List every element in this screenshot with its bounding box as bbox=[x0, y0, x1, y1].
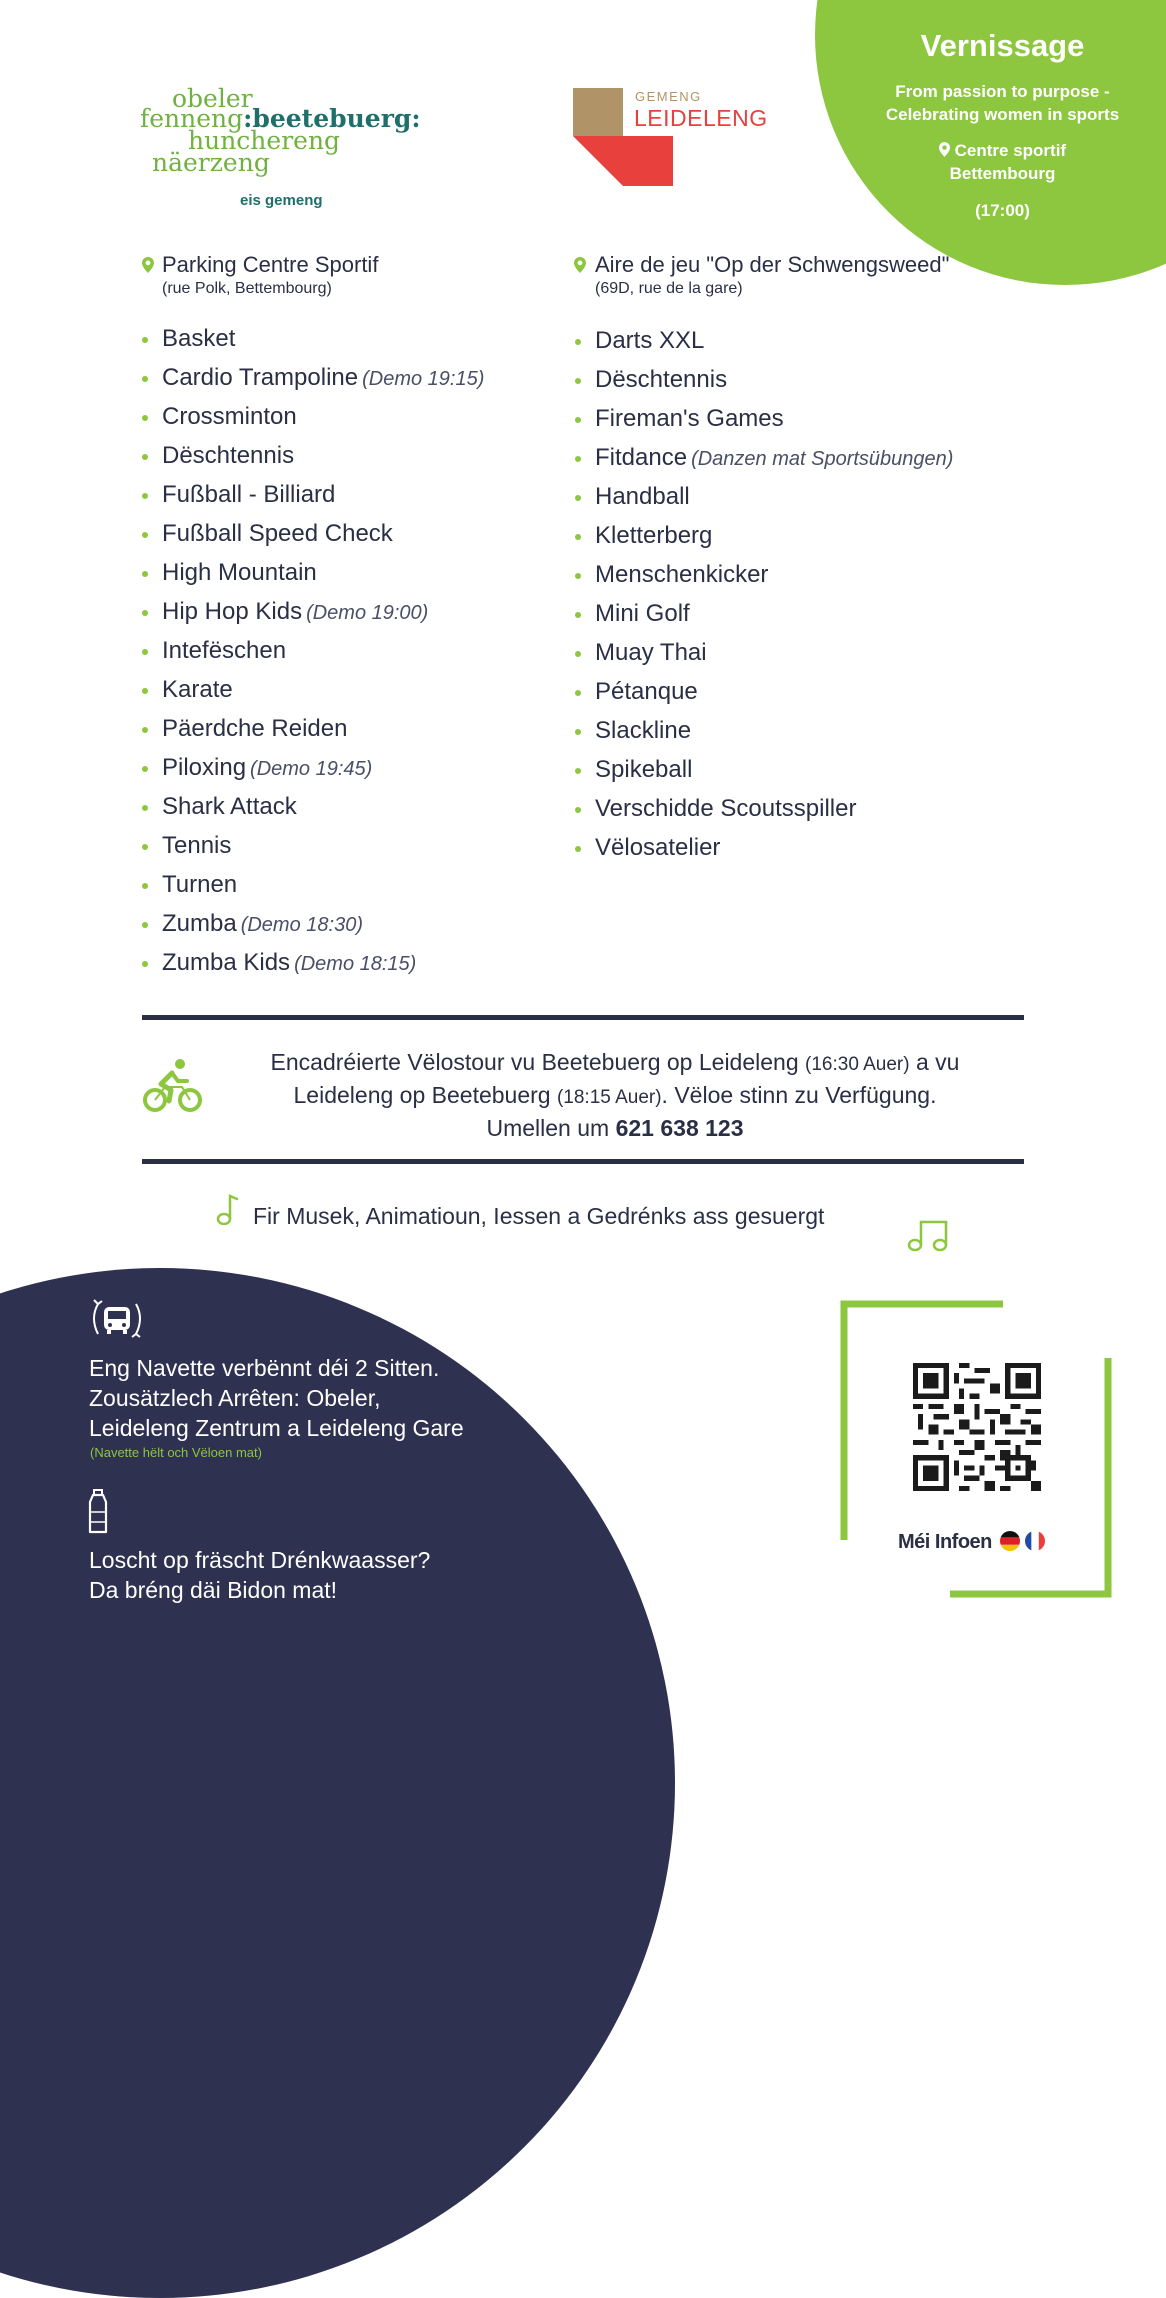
list-item bbox=[142, 402, 484, 441]
list-item bbox=[142, 675, 484, 714]
activity-name: Turnen bbox=[162, 871, 238, 898]
logo-text: näerzeng bbox=[152, 148, 270, 177]
velo-text: . Vëloe stinn zu Verfügung. bbox=[661, 1082, 937, 1108]
water-line: Da bréng däi Bidon mat! bbox=[89, 1577, 338, 1603]
activity-name: Intefëschen bbox=[162, 637, 287, 664]
navette-line: Zousätzlech Arrêten: Obeler, bbox=[89, 1385, 381, 1411]
activity-name: Fußball - Billiard bbox=[162, 481, 336, 508]
list-item bbox=[575, 326, 953, 365]
activity-name: Kletterberg bbox=[595, 522, 713, 549]
activity-name: Basket bbox=[162, 325, 236, 352]
list-item bbox=[575, 482, 953, 521]
activity-name: Zumba Kids bbox=[162, 949, 291, 976]
logo-text: obeler bbox=[172, 84, 253, 113]
right-location-name: Aire de jeu "Op der Schwengsweed" bbox=[595, 252, 950, 277]
activity-name: Dëschtennis bbox=[162, 442, 295, 469]
activity-name: Spikeball bbox=[595, 756, 693, 783]
activity-name: Tennis bbox=[162, 832, 232, 859]
divider bbox=[142, 1015, 1024, 1020]
list-item bbox=[142, 831, 484, 870]
bettembourg-logo bbox=[140, 84, 421, 216]
list-item bbox=[142, 753, 484, 792]
velo-text: Encadréierte Vëlostour vu Beetebuerg op Leideleng bbox=[270, 1049, 799, 1075]
navette-note: (Navette hëlt och Vëloen mat) bbox=[90, 1445, 262, 1460]
velo-text: Umellen um bbox=[486, 1115, 610, 1141]
velo-time: (16:30 Auer) bbox=[805, 1054, 910, 1075]
activity-note: (Demo 18:15) bbox=[294, 953, 417, 975]
vernissage-location-line: Centre sportif bbox=[954, 141, 1067, 160]
list-item bbox=[142, 480, 484, 519]
activity-name: Hip Hop Kids bbox=[162, 598, 303, 625]
activity-note: (Demo 19:45) bbox=[250, 758, 373, 780]
list-item bbox=[575, 404, 953, 443]
right-location-header bbox=[595, 252, 949, 298]
logo-text-part: :beetebuerg: bbox=[243, 104, 421, 133]
activity-name: Dëschtennis bbox=[595, 366, 728, 393]
list-item bbox=[142, 870, 484, 909]
list-item bbox=[142, 636, 484, 675]
activity-name: Fußball Speed Check bbox=[162, 520, 393, 547]
activity-name: Handball bbox=[595, 483, 690, 510]
french-flag-icon[interactable] bbox=[1024, 1530, 1046, 1552]
more-info-link[interactable] bbox=[898, 1530, 1046, 1554]
vernissage-box bbox=[860, 28, 1145, 221]
activity-name: Darts XXL bbox=[595, 327, 705, 354]
logo-text-small: GEMENG bbox=[635, 89, 702, 104]
vernissage-subtitle-line: From passion to purpose - bbox=[895, 82, 1110, 101]
list-item bbox=[142, 558, 484, 597]
more-info-label: Méi Infoen bbox=[898, 1531, 992, 1553]
activity-name: Shark Attack bbox=[162, 793, 297, 820]
left-location-address: (rue Polk, Bettembourg) bbox=[162, 280, 332, 297]
navette-text bbox=[89, 1353, 464, 1443]
list-item bbox=[575, 560, 953, 599]
water-text bbox=[89, 1545, 430, 1605]
left-location-name: Parking Centre Sportif bbox=[162, 252, 379, 277]
list-item bbox=[575, 443, 953, 482]
right-location-address: (69D, rue de la gare) bbox=[595, 280, 743, 297]
activity-name: Cardio Trampoline bbox=[162, 364, 359, 391]
activity-note: (Danzen mat Sportsübungen) bbox=[691, 448, 954, 470]
activity-name: Mini Golf bbox=[595, 600, 690, 627]
activity-name: Menschenkicker bbox=[595, 561, 769, 588]
logo-text: hunchereng bbox=[188, 126, 341, 155]
activity-name: Fireman's Games bbox=[595, 405, 784, 432]
activity-name: Crossminton bbox=[162, 403, 297, 430]
velo-text: a vu bbox=[915, 1049, 960, 1075]
list-item bbox=[142, 714, 484, 753]
list-item bbox=[575, 677, 953, 716]
list-item bbox=[142, 597, 484, 636]
location-pin-icon bbox=[142, 257, 154, 273]
vernissage-subtitle bbox=[860, 80, 1145, 126]
list-item bbox=[575, 599, 953, 638]
activity-name: Piloxing bbox=[162, 754, 247, 781]
velo-text: Leideleng op Beetebuerg bbox=[293, 1082, 551, 1108]
logo-text-big: LEIDELENG bbox=[634, 105, 768, 131]
activity-name: High Mountain bbox=[162, 559, 317, 586]
navette-line: Leideleng Zentrum a Leideleng Gare bbox=[89, 1415, 464, 1441]
vernissage-subtitle-line: Celebrating women in sports bbox=[885, 105, 1120, 124]
left-location-header bbox=[162, 252, 378, 298]
activity-name: Päerdche Reiden bbox=[162, 715, 348, 742]
logo-shape bbox=[573, 136, 673, 186]
list-item bbox=[575, 833, 953, 872]
activity-name: Zumba bbox=[162, 910, 237, 937]
activity-note: (Demo 18:30) bbox=[240, 914, 363, 936]
vernissage-title: Vernissage bbox=[920, 28, 1085, 63]
logo-text-part: fenneng bbox=[140, 104, 244, 133]
right-activity-list bbox=[575, 326, 953, 872]
logo-tagline: eis gemeng bbox=[240, 192, 323, 209]
list-item bbox=[142, 948, 484, 987]
list-item bbox=[142, 441, 484, 480]
left-activity-list bbox=[142, 324, 484, 987]
leideleng-logo bbox=[573, 86, 793, 186]
german-flag-icon[interactable] bbox=[999, 1530, 1021, 1552]
list-item bbox=[575, 365, 953, 404]
music-notes-icon bbox=[906, 1218, 952, 1252]
activity-name: Muay Thai bbox=[595, 639, 707, 666]
water-line: Loscht op fräscht Drénkwaasser? bbox=[89, 1547, 431, 1573]
activity-name: Karate bbox=[162, 676, 233, 703]
velo-time: (18:15 Auer) bbox=[556, 1087, 662, 1108]
water-bottle-icon bbox=[86, 1488, 110, 1536]
activity-name: Slackline bbox=[595, 717, 692, 744]
velo-tour-text bbox=[215, 1047, 1015, 1143]
list-item bbox=[575, 521, 953, 560]
activity-name: Verschidde Scoutsspiller bbox=[595, 795, 857, 822]
list-item bbox=[575, 716, 953, 755]
navette-line: Eng Navette verbënnt déi 2 Sitten. bbox=[89, 1355, 440, 1381]
qr-code[interactable] bbox=[913, 1363, 1041, 1491]
list-item bbox=[575, 794, 953, 833]
activity-name: Fitdance bbox=[595, 444, 688, 471]
list-item bbox=[142, 909, 484, 948]
activity-note: (Demo 19:00) bbox=[306, 602, 429, 624]
list-item bbox=[575, 638, 953, 677]
location-pin-icon bbox=[574, 257, 586, 273]
music-text: Fir Musek, Animatioun, Iessen a Gedrénks ass gesuergt bbox=[253, 1203, 825, 1229]
vernissage-location-line: Bettembourg bbox=[949, 164, 1056, 183]
activity-name: Pétanque bbox=[595, 678, 698, 705]
list-item bbox=[142, 324, 484, 363]
list-item bbox=[142, 363, 484, 402]
activity-note: (Demo 19:15) bbox=[362, 368, 485, 390]
vernissage-location bbox=[860, 139, 1145, 185]
activity-name: Vëlosatelier bbox=[595, 834, 721, 861]
list-item bbox=[575, 755, 953, 794]
phone-number: 621 638 123 bbox=[615, 1115, 744, 1141]
vernissage-time: (17:00) bbox=[975, 201, 1030, 220]
logo-shape bbox=[573, 88, 623, 136]
location-pin-icon bbox=[939, 142, 950, 157]
list-item bbox=[142, 792, 484, 831]
shuttle-bus-icon bbox=[88, 1298, 146, 1340]
music-note-icon bbox=[215, 1193, 239, 1225]
cyclist-icon bbox=[142, 1057, 204, 1119]
divider bbox=[142, 1159, 1024, 1164]
list-item bbox=[142, 519, 484, 558]
